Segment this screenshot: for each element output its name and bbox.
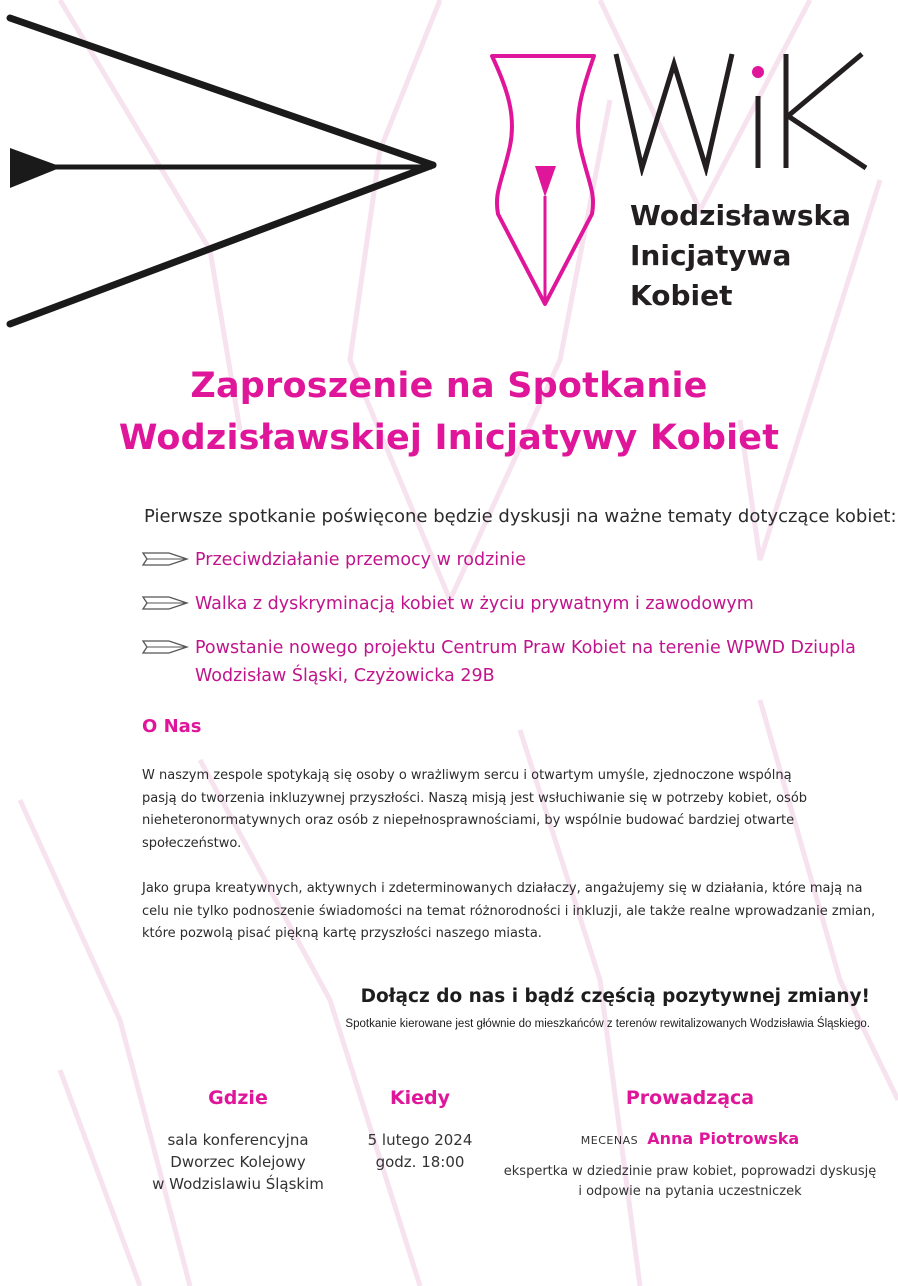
org-name-line-3: Kobiet <box>630 279 733 312</box>
topic-item <box>141 590 861 618</box>
pen-bullet-icon <box>141 594 189 612</box>
paragraph-line: które pozwolą pisać piękną kartę przyszłości naszego miasta. <box>142 926 542 941</box>
host-name: Anna Piotrowska <box>647 1129 800 1148</box>
where-heading: Gdzie <box>208 1087 268 1109</box>
host-title: MECENAS <box>580 1134 639 1147</box>
pen-bullet-icon <box>141 550 189 568</box>
paragraph-line: społeczeństwo. <box>142 835 242 851</box>
host-name-line <box>490 1129 890 1148</box>
title-line-1: Zaproszenie na Spotkanie <box>190 366 708 406</box>
host-description-line: ekspertka w dziedzinie praw kobiet, poprowadzi dyskusję <box>503 1164 877 1179</box>
paragraph-line: Jako grupa kreatywnych, aktywnych i zdeterminowanych działaczy, angażujemy się w działania, które mają na <box>142 881 863 896</box>
paragraph-line: nieheteronormatywnych oraz osób z niepełnosprawnościami, by wspólnie budować bardziej otwarte <box>142 813 795 828</box>
topic-text-line-1: Powstanie nowego projektu Centrum Praw Kobiet na terenie WPWD Dziupla <box>195 638 856 658</box>
pen-logo-icon <box>488 50 598 310</box>
topic-text-line-2: Wodzisław Śląski, Czyżowicka 29B <box>195 666 495 686</box>
call-to-action-headline: Dołącz do nas i bądź częścią pozytywnej zmiany! <box>360 986 870 1007</box>
organization-name <box>630 196 851 316</box>
host-heading: Prowadząca <box>625 1087 755 1109</box>
paragraph-line: pasją do tworzenia inkluzywnej przyszłości. Naszą misją jest wsłuchiwanie się w potrzeby kobiet, osób <box>142 790 808 806</box>
when-date: 5 lutego 2024 <box>367 1131 473 1149</box>
host-section <box>490 1087 890 1202</box>
pen-nib-graphic <box>0 0 440 330</box>
title-line-2: Wodzisławskiej Inicjatywy Kobiet <box>118 418 780 458</box>
topic-item <box>141 546 861 574</box>
paragraph-line: W naszym zespole spotykają się osoby o wrażliwym sercu i otwartym umyśle, zjednoczone wspólną <box>142 768 792 783</box>
about-heading: O Nas <box>142 716 202 737</box>
paragraph-line: celu nie tylko podnoszenie świadomości na temat różnorodności i inkluzji, ale także realne wprowadzanie zmian, <box>142 903 876 919</box>
where-section <box>138 1087 338 1195</box>
topic-text: Przeciwdziałanie przemocy w rodzinie <box>195 550 526 570</box>
topic-item <box>141 634 861 690</box>
about-paragraph-2 <box>142 878 876 946</box>
org-name-line-1: Wodzisławska <box>630 199 852 232</box>
call-to-action-subline: Spotkanie kierowane jest głównie do mieszkańców z terenów rewitalizowanych Wodzisławia Śląskiego. <box>345 1018 870 1030</box>
when-heading: Kiedy <box>389 1087 451 1109</box>
pen-bullet-icon <box>141 638 189 656</box>
where-line: Dworzec Kolejowy <box>170 1153 306 1171</box>
where-line: sala konferencyjna <box>167 1131 309 1149</box>
org-name-line-2: Inicjatywa <box>630 239 792 272</box>
host-description <box>490 1162 890 1202</box>
intro-text: Pierwsze spotkanie poświęcone będzie dyskusji na ważne tematy dotyczące kobiet: <box>144 506 897 527</box>
page-title <box>0 360 898 464</box>
host-description-line: i odpowie na pytania uczestniczek <box>578 1184 802 1199</box>
when-section <box>330 1087 510 1173</box>
about-paragraph-1 <box>142 765 862 855</box>
topic-text: Walka z dyskryminacją kobiet w życiu prywatnym i zawodowym <box>195 594 754 614</box>
when-time: godz. 18:00 <box>375 1153 465 1171</box>
wik-logo <box>612 50 872 176</box>
topics-list <box>141 546 861 706</box>
where-line: w Wodzislawiu Śląskim <box>152 1175 324 1193</box>
